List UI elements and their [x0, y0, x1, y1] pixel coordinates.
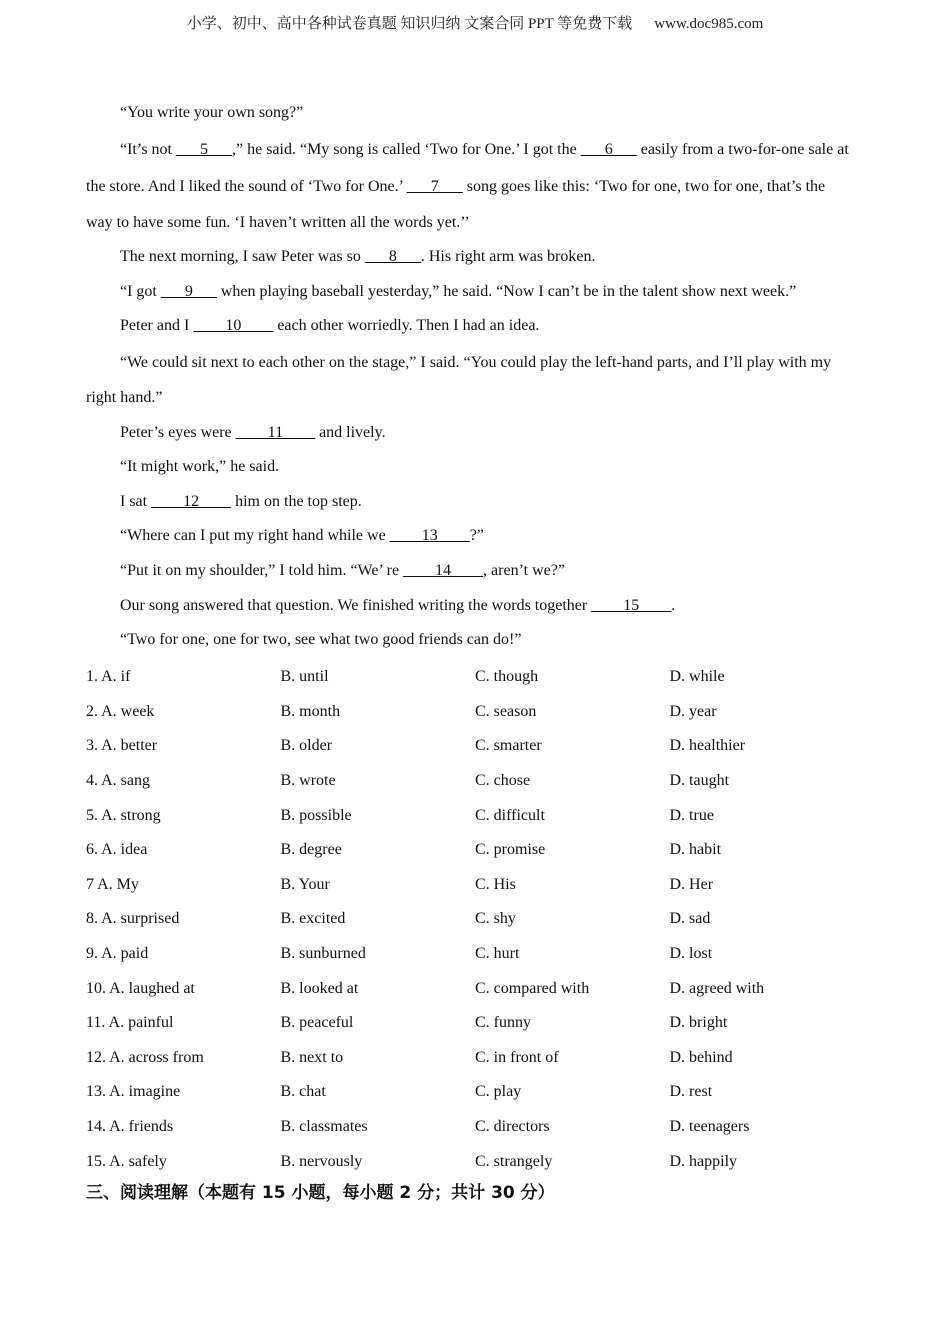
- option-a[interactable]: 1. A. if: [86, 668, 131, 686]
- blank-14: ____14____: [403, 561, 484, 579]
- section-title: 三、阅读理解（本题有 15 小题，每小题 2 分；共计 30 分）: [86, 1183, 555, 1203]
- passage-line: right hand.”: [86, 388, 163, 406]
- option-c[interactable]: C. though: [475, 668, 539, 686]
- option-a[interactable]: 8. A. surprised: [86, 910, 180, 928]
- passage-line: Our song answered that question. We finished writing the words together ____15____.: [120, 596, 676, 614]
- option-c[interactable]: C. shy: [475, 910, 516, 928]
- option-a[interactable]: 15. A. safely: [86, 1152, 167, 1170]
- option-a[interactable]: 4. A. sang: [86, 772, 150, 790]
- option-d[interactable]: D. sad: [669, 910, 711, 928]
- option-d[interactable]: D. behind: [669, 1048, 733, 1066]
- option-a[interactable]: 7 A. My: [86, 875, 139, 893]
- option-b[interactable]: B. month: [280, 702, 341, 720]
- blank-5: ___5___: [176, 140, 232, 158]
- option-a[interactable]: 6. A. idea: [86, 841, 148, 859]
- option-b[interactable]: B. peaceful: [280, 1014, 354, 1032]
- blank-15: ____15____: [591, 596, 672, 614]
- option-a[interactable]: 5. A. strong: [86, 806, 161, 824]
- option-b[interactable]: B. next to: [280, 1048, 344, 1066]
- passage-line: “I got ___9___ when playing baseball yesterday,” he said. “Now I can’t be in the talent show next week.”: [120, 282, 797, 300]
- option-row: [86, 1144, 866, 1179]
- passage-line: “It might work,” he said.: [120, 458, 280, 476]
- passage-line: “It’s not ___5___,” he said. “My song is called ‘Two for One.’ I got the ___6___ easily from a two-for-one sale at: [120, 140, 849, 158]
- option-b[interactable]: B. nervously: [280, 1152, 363, 1170]
- passage-line: The next morning, I saw Peter was so ___8___. His right arm was broken.: [120, 248, 596, 266]
- option-row: [86, 937, 866, 972]
- option-row: [86, 971, 866, 1006]
- blank-13: ____13____: [389, 527, 470, 545]
- option-b[interactable]: B. classmates: [280, 1118, 368, 1136]
- option-b[interactable]: B. possible: [280, 806, 352, 824]
- cloze-passage: [86, 96, 866, 658]
- option-c[interactable]: C. directors: [475, 1118, 550, 1136]
- passage-line: “Two for one, one for two, see what two good friends can do!”: [120, 631, 522, 649]
- option-c[interactable]: C. season: [475, 702, 537, 720]
- passage-line: Peter’s eyes were ____11____ and lively.: [120, 423, 386, 441]
- option-a[interactable]: 2. A. week: [86, 702, 155, 720]
- option-a[interactable]: 14. A. friends: [86, 1118, 174, 1136]
- option-row: [86, 1075, 866, 1110]
- passage-line: I sat ____12____ him on the top step.: [120, 492, 362, 510]
- blank-6: ___6___: [580, 140, 637, 158]
- option-c[interactable]: C. promise: [475, 841, 546, 859]
- passage-line: “Where can I put my right hand while we ____13____?”: [120, 527, 484, 545]
- option-c[interactable]: C. compared with: [475, 979, 590, 997]
- option-a[interactable]: 3. A. better: [86, 737, 158, 755]
- option-row: [86, 833, 866, 868]
- option-a[interactable]: 10. A. laughed at: [86, 979, 195, 997]
- blank-9: ___9___: [160, 282, 217, 300]
- option-d[interactable]: D. teenagers: [669, 1118, 750, 1136]
- option-d[interactable]: D. year: [669, 702, 717, 720]
- option-b[interactable]: B. looked at: [280, 979, 359, 997]
- option-d[interactable]: D. rest: [669, 1083, 713, 1101]
- option-b[interactable]: B. Your: [280, 875, 330, 893]
- option-row: [86, 798, 866, 833]
- option-row: [86, 764, 866, 799]
- option-row: [86, 729, 866, 764]
- blank-12: ____12____: [151, 492, 232, 510]
- option-d[interactable]: D. agreed with: [669, 979, 765, 997]
- option-c[interactable]: C. play: [475, 1083, 522, 1101]
- passage-line: way to have some fun. ‘I haven’t written all the words yet.’’: [86, 213, 470, 231]
- option-b[interactable]: B. excited: [280, 910, 346, 928]
- blank-10: ____10____: [193, 317, 274, 335]
- page-header: [0, 12, 950, 33]
- option-row: [86, 695, 866, 730]
- header-text: 小学、初中、高中各种试卷真题 知识归纳 文案合同 PPT 等免费下载: [186, 16, 633, 32]
- option-c[interactable]: C. chose: [475, 772, 531, 790]
- option-row: [86, 1110, 866, 1145]
- option-c[interactable]: C. strangely: [475, 1152, 553, 1170]
- option-d[interactable]: D. taught: [669, 772, 730, 790]
- option-d[interactable]: D. lost: [669, 945, 713, 963]
- option-c[interactable]: C. hurt: [475, 945, 520, 963]
- passage-line: Peter and I ____10____ each other worriedly. Then I had an idea.: [120, 317, 540, 335]
- option-c[interactable]: C. funny: [475, 1014, 531, 1032]
- option-d[interactable]: D. habit: [669, 841, 722, 859]
- option-d[interactable]: D. happily: [669, 1152, 738, 1170]
- option-b[interactable]: B. chat: [280, 1083, 326, 1101]
- option-a[interactable]: 13. A. imagine: [86, 1083, 181, 1101]
- option-a[interactable]: 9. A. paid: [86, 945, 149, 963]
- option-b[interactable]: B. wrote: [280, 772, 336, 790]
- option-c[interactable]: C. smarter: [475, 737, 542, 755]
- option-b[interactable]: B. sunburned: [280, 945, 366, 963]
- option-d[interactable]: D. healthier: [669, 737, 746, 755]
- option-d[interactable]: D. bright: [669, 1014, 728, 1032]
- option-d[interactable]: D. while: [669, 668, 725, 686]
- blank-7: ___7___: [406, 178, 463, 196]
- option-row: [86, 868, 866, 903]
- option-a[interactable]: 12. A. across from: [86, 1048, 204, 1066]
- option-b[interactable]: B. until: [280, 668, 329, 686]
- option-c[interactable]: C. difficult: [475, 806, 545, 824]
- blank-8: ___8___: [364, 248, 421, 266]
- blank-11: ____11____: [235, 423, 316, 441]
- passage-line: “Put it on my shoulder,” I told him. “We’ re ____14____, aren’t we?”: [120, 561, 565, 579]
- option-row: [86, 902, 866, 937]
- passage-line: the store. And I liked the sound of ‘Two for One.’ ___7___ song goes like this: ‘Two for one, two for one, that’s the: [86, 178, 826, 196]
- option-c[interactable]: C. His: [475, 875, 516, 893]
- option-row: [86, 660, 866, 695]
- option-b[interactable]: B. older: [280, 737, 333, 755]
- option-b[interactable]: B. degree: [280, 841, 342, 859]
- passage-line: “You write your own song?”: [120, 104, 304, 121]
- option-row: [86, 1041, 866, 1076]
- option-d[interactable]: D. Her: [669, 875, 714, 893]
- option-c[interactable]: C. in front of: [475, 1048, 559, 1066]
- header-site[interactable]: www.doc985.com: [654, 16, 764, 32]
- option-a[interactable]: 11. A. painful: [86, 1014, 174, 1032]
- option-d[interactable]: D. true: [669, 806, 714, 824]
- passage-line: “We could sit next to each other on the stage,” I said. “You could play the left-hand parts, and I’ll play with my: [120, 353, 832, 371]
- option-row: [86, 1006, 866, 1041]
- answer-options: [86, 660, 866, 1179]
